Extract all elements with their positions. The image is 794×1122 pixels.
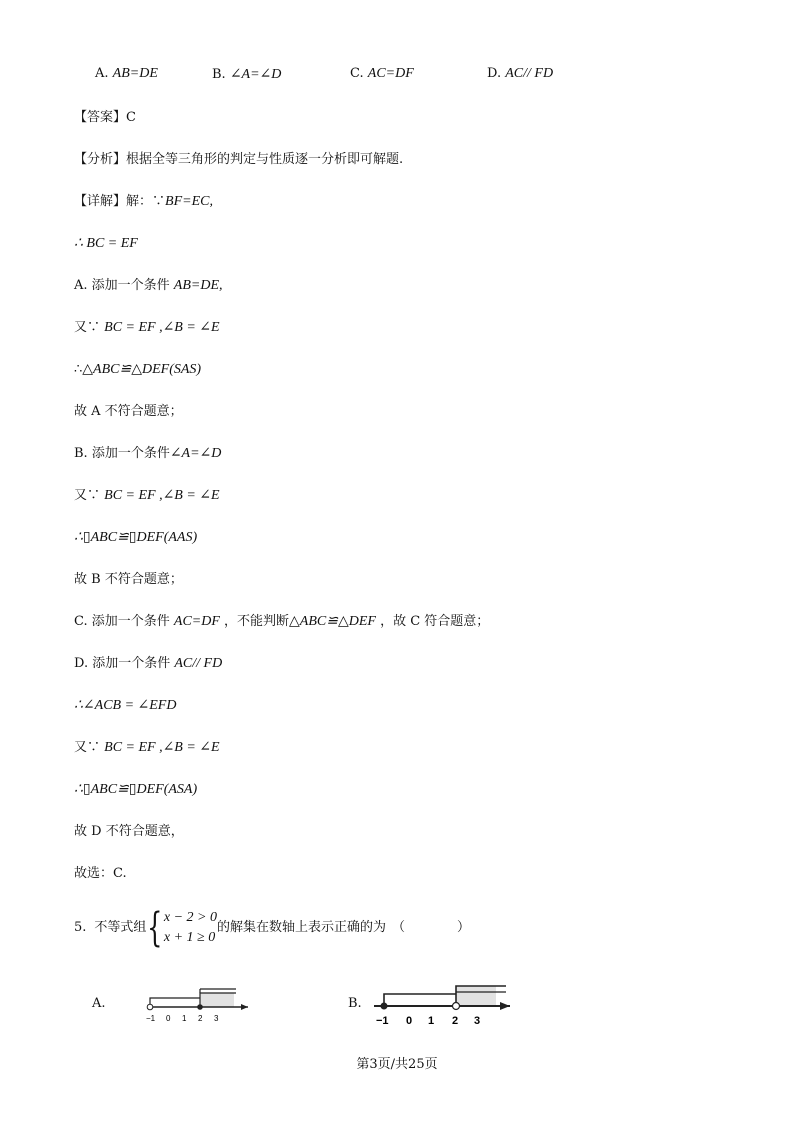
option-b-expr: ∠A=∠D (229, 67, 282, 82)
shaded-region (456, 986, 496, 1006)
case-a-line (74, 277, 223, 295)
detail-tag: 【详解】 (74, 194, 127, 209)
case-b-prefix: B. 添加一个条件 (74, 446, 170, 461)
congruence-a-prefix: ∴ (74, 362, 83, 377)
ray-from-minus-one (150, 998, 200, 1007)
answer-tag: 【答案】 (74, 110, 127, 125)
again-2-expr: BC = EF ,∠B = ∠E (104, 488, 220, 503)
tick-label: 3 (474, 1015, 481, 1027)
case-b-line (74, 445, 221, 463)
shaded-region (200, 993, 234, 1007)
inequality-system (146, 905, 217, 951)
analysis-text: 根据全等三角形的判定与性质逐一分析即可解题. (126, 152, 404, 167)
option-d-expr: AC// FD (505, 66, 554, 81)
case-b-expr: ∠A=∠D (169, 446, 222, 461)
again-1-prefix: 又∵ (74, 320, 105, 335)
case-d-conclusion: 故 D 不符合题意， (74, 824, 184, 839)
case-d-prefix: D. 添加一个条件 (74, 656, 175, 671)
detail-text: 解：∵ (126, 194, 166, 209)
inequality-stack (164, 908, 217, 948)
option-c-label: C. (350, 66, 364, 81)
inequality-2: x + 1 ≥ 0 (163, 930, 216, 945)
case-a-expr: AB=DE, (173, 278, 223, 293)
option-d-label: D. (487, 66, 502, 81)
option-b-label: B. (212, 67, 226, 82)
option-a-label: A. (95, 66, 109, 81)
choice-a-number-line[interactable] (140, 985, 250, 1025)
case-c-mid: ，不能判断 (219, 614, 290, 629)
question-5 (74, 905, 471, 951)
tick-label: 2 (452, 1015, 459, 1027)
option-d (487, 66, 553, 82)
hollow-point-two (453, 1003, 460, 1010)
case-c-expr: AC=DF (173, 614, 220, 629)
case-c-line (74, 613, 489, 631)
axis-arrow-icon (241, 1004, 248, 1010)
angle-equality-line: ∴∠ACB = ∠EFD (74, 698, 177, 713)
case-d-line (74, 655, 222, 673)
congruence-a-expr: △ABC≌△DEF(SAS) (82, 362, 202, 377)
congruence-b-line: ∴▯ABC≌▯DEF(AAS) (74, 530, 198, 545)
tick-label: 1 (182, 1014, 187, 1023)
hollow-point-minus-one (147, 1004, 153, 1010)
solid-point-two (197, 1004, 203, 1010)
question-number: 5. (74, 920, 87, 935)
option-a-expr: AB=DE (112, 66, 158, 81)
choice-b-label[interactable]: B. (348, 996, 362, 1011)
case-c-prefix: C. 添加一个条件 (74, 614, 174, 629)
again-3-expr: BC = EF ,∠B = ∠E (104, 740, 220, 755)
congruence-a-line (74, 361, 201, 379)
final-choice: 故选：C. (74, 866, 127, 881)
tick-label: −1 (146, 1014, 156, 1023)
again-2-prefix: 又∵ (74, 488, 105, 503)
option-b (212, 66, 281, 83)
tick-label: −1 (376, 1015, 389, 1027)
question-stem-after: 的解集在数轴上表示正确的为 (216, 920, 386, 935)
left-brace-icon: { (147, 905, 163, 951)
case-c-end: ，故 C 符合题意； (375, 614, 490, 629)
tick-label: 2 (198, 1014, 203, 1023)
case-a-conclusion: 故 A 不符合题意； (74, 404, 183, 419)
ray-from-minus-one (384, 994, 456, 1006)
case-c-cong: △ABC≌△DEF (289, 614, 376, 629)
case-a-prefix: A. 添加一个条件 (74, 278, 174, 293)
detail-line (74, 193, 213, 211)
question-stem-before: 不等式组 (94, 920, 147, 935)
detail-expr: BF=EC, (165, 194, 213, 209)
answer-line (74, 109, 136, 127)
congruence-d-line: ∴▯ABC≌▯DEF(ASA) (74, 782, 198, 797)
axis-arrow-icon (500, 1002, 510, 1010)
solid-point-minus-one (381, 1003, 388, 1010)
analysis-tag: 【分析】 (74, 152, 127, 167)
again-1-line (74, 319, 220, 337)
again-2-line (74, 487, 220, 505)
option-c (350, 66, 414, 82)
case-b-conclusion: 故 B 不符合题意； (74, 572, 183, 587)
choice-b-number-line[interactable] (370, 978, 512, 1028)
answer-value: C (126, 110, 136, 125)
again-3-line (74, 739, 220, 757)
inequality-1: x − 2 > 0 (163, 910, 217, 925)
bc-equals-ef: ∴ BC = EF (74, 236, 138, 251)
tick-label: 0 (406, 1015, 413, 1027)
choice-a-label[interactable]: A. (92, 996, 106, 1011)
tick-label: 3 (214, 1014, 219, 1023)
page-footer: 第3页/共25页 (356, 1057, 438, 1072)
answer-blank: （ ） (392, 920, 471, 935)
again-1-expr: BC = EF ,∠B = ∠E (104, 320, 220, 335)
option-a (95, 66, 158, 82)
analysis-line (74, 151, 403, 169)
tick-label: 0 (166, 1014, 171, 1023)
tick-label: 1 (428, 1015, 435, 1027)
again-3-prefix: 又∵ (74, 740, 105, 755)
option-c-expr: AC=DF (367, 66, 414, 81)
case-d-expr: AC// FD (174, 656, 223, 671)
